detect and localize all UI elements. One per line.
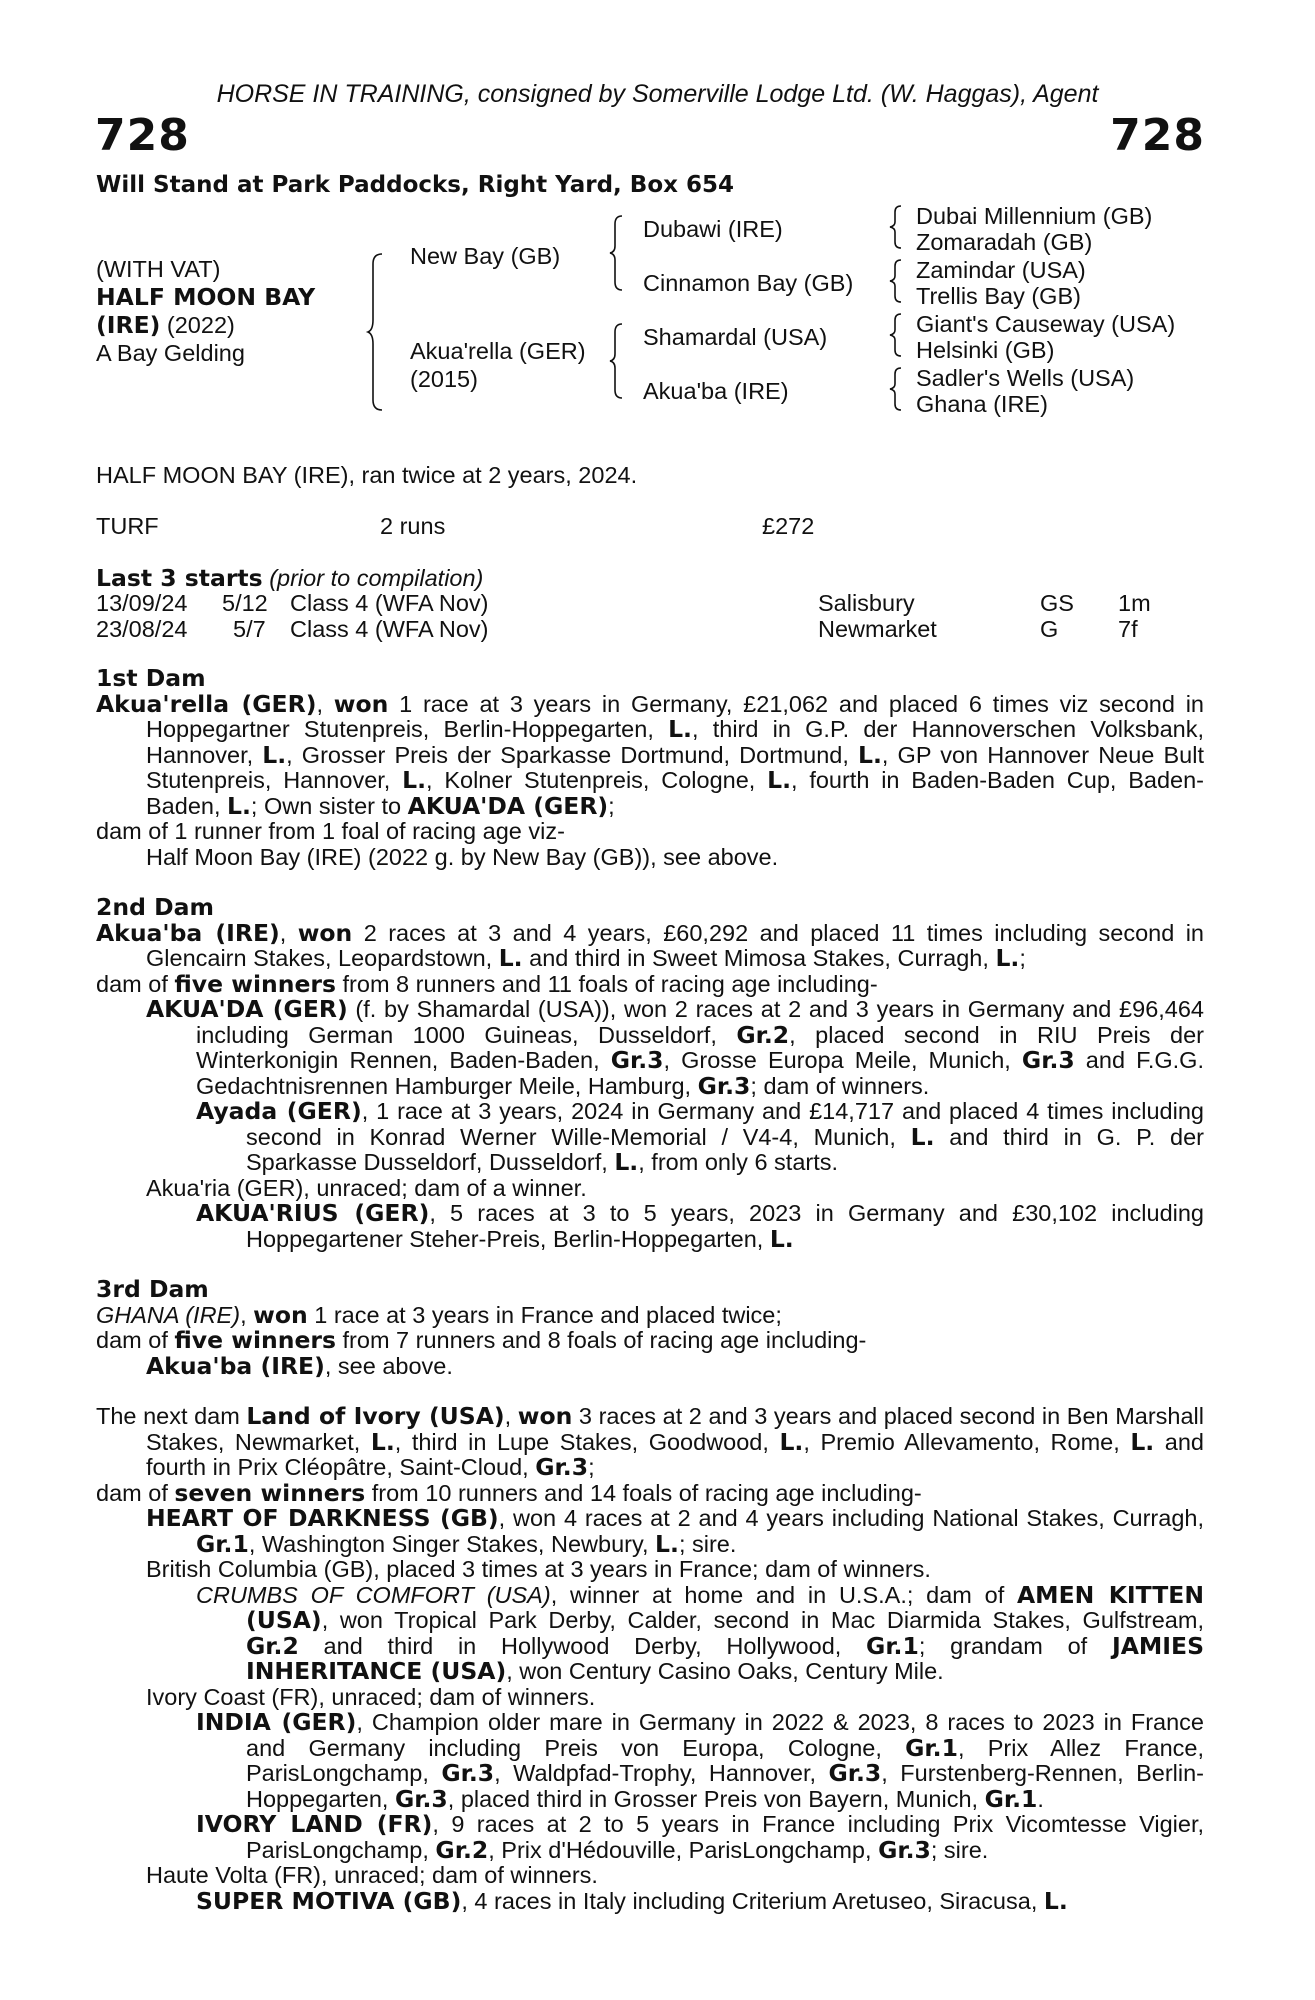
- start-going: G: [1040, 616, 1059, 642]
- listed-mark: L.: [370, 1427, 395, 1456]
- progeny-ivory-coast: Ivory Coast (FR), unraced; dam of winners.: [146, 1683, 596, 1710]
- listed-mark: L.: [1130, 1427, 1155, 1456]
- progeny-name: AKUA'RIUS (GER): [196, 1199, 430, 1227]
- text: , third in G.P. der Hannoverschen Volksbank, Hannover,: [146, 716, 1204, 768]
- pedigree-bracket-sire: [610, 214, 626, 292]
- next-dam-name: Land of Ivory (USA): [246, 1402, 505, 1430]
- won-label: won: [517, 1402, 573, 1430]
- text: ,: [240, 1301, 254, 1328]
- listed-mark: L.: [668, 715, 692, 743]
- first-dam-heading: 1st Dam: [96, 664, 206, 692]
- text: from 8 runners and 11 foals of racing age including-: [335, 970, 878, 997]
- next-dam-section: [96, 1404, 1204, 1914]
- group-mark: Gr.1: [866, 1631, 919, 1660]
- third-dam-heading: 3rd Dam: [96, 1275, 209, 1303]
- pedigree-dam-name: Akua'rella (GER): [410, 338, 586, 364]
- pedigree-sss: Dubai Millennium (GB): [916, 203, 1153, 229]
- text: 1 race at 3 years in Germany, £21,062 and placed 6 times viz second in Hoppegartner Stutenpreis, Berlin-Hoppegarten,: [146, 690, 1205, 742]
- second-dam-name: Akua'ba (IRE): [96, 918, 280, 947]
- progeny-haute-volta: Haute Volta (FR), unraced; dam of winners.: [146, 1862, 598, 1888]
- winners-count: five winners: [174, 969, 336, 998]
- progeny-ayada: [96, 1099, 1204, 1176]
- record-earnings: £272: [762, 513, 815, 539]
- pedigree-bracket-sd: [890, 258, 904, 304]
- third-dam-produce: [96, 1328, 1204, 1354]
- group-mark: Gr.2: [736, 1020, 790, 1049]
- text: and fourth in Prix Cléopâtre, Saint-Cloud,: [146, 1428, 1204, 1480]
- text: , placed third in Grosser Preis von Bayern, Munich,: [447, 1785, 985, 1812]
- won-label: won: [297, 918, 353, 947]
- progeny-name: JAMIES INHERITANCE (USA): [246, 1631, 1204, 1685]
- text: , Prix d'Hédouville, ParisLongchamp,: [488, 1836, 879, 1863]
- start-date: 13/09/24: [96, 590, 188, 616]
- start-course: Newmarket: [818, 616, 937, 642]
- text: ;: [608, 792, 615, 819]
- winners-count: seven winners: [174, 1478, 366, 1507]
- won-label: won: [333, 689, 389, 718]
- pedigree-sdd: Trellis Bay (GB): [916, 283, 1081, 309]
- pedigree-bracket-ds: [890, 312, 904, 358]
- first-dam-foal: Half Moon Bay (IRE) (2022 g. by New Bay (GB)), see above.: [146, 843, 779, 870]
- listed-mark: L.: [262, 740, 287, 769]
- listed-mark: L.: [858, 740, 882, 769]
- text: , Prix Allez France, ParisLongchamp,: [246, 1734, 1204, 1786]
- start-position: 5/7: [233, 616, 266, 642]
- text: dam of: [96, 1327, 175, 1353]
- text: , won Tropical Park Derby, Calder, second in Mac Diarmida Stakes, Gulfstream,: [321, 1607, 1204, 1633]
- start-class: Class 4 (WFA Nov): [290, 590, 489, 616]
- text: The next dam: [96, 1403, 247, 1429]
- listed-mark: L.: [910, 1122, 935, 1151]
- progeny-akuada: [96, 997, 1204, 1099]
- text: ;: [1019, 945, 1026, 971]
- listed-mark: L.: [769, 1224, 794, 1253]
- pedigree-sire-sire: Dubawi (IRE): [643, 216, 783, 242]
- text: 1 race at 3 years in France and placed twice;: [307, 1301, 782, 1328]
- next-dam-paragraph: [96, 1404, 1204, 1481]
- horse-description: A Bay Gelding: [96, 340, 245, 366]
- group-mark: Gr.3: [828, 1759, 882, 1787]
- pedigree-dsd: Helsinki (GB): [916, 337, 1055, 363]
- text: , from only 6 starts.: [638, 1149, 839, 1175]
- pedigree-dam-sire: Shamardal (USA): [643, 324, 828, 350]
- group-mark: Gr.1: [196, 1529, 249, 1558]
- progeny-super-motiva: [96, 1886, 1204, 1915]
- second-dam-paragraph: Akua'ba (IRE), won 2 races at 3 and 4 years, £60,292 and placed 11 times including second in Glencairn Stakes, Leopardstown, L. and third in Sweet Mimosa Stakes, Curragh, L.;: [96, 918, 1204, 972]
- group-mark: Gr.1: [984, 1784, 1038, 1813]
- pedigree-bracket-dd: [890, 366, 904, 412]
- text: , won 4 races at 2 and 4 years including National Stakes, Curragh,: [498, 1505, 1204, 1531]
- second-dam-produce: [96, 969, 1204, 998]
- start-date: 23/08/24: [96, 616, 188, 642]
- progeny-name: HEART OF DARKNESS (GB): [146, 1504, 499, 1532]
- text: dam of: [96, 1479, 175, 1506]
- progeny-ivory-land: [96, 1812, 1204, 1863]
- horse-country: (IRE): [96, 311, 161, 339]
- pedigree-sire-dam: Cinnamon Bay (GB): [643, 270, 854, 296]
- group-mark: Gr.3: [1021, 1046, 1075, 1074]
- pedigree-ssd: Zomaradah (GB): [916, 229, 1093, 255]
- start-distance: 1m: [1118, 590, 1151, 616]
- progeny-crumbs-of-comfort: [96, 1580, 1204, 1685]
- pedigree-dds: Sadler's Wells (USA): [916, 365, 1135, 391]
- text: , Waldpfad-Trophy, Hannover,: [494, 1760, 829, 1786]
- text: 3 races at 2 and 3 years and placed second in Ben Marshall Stakes, Newmarket,: [146, 1403, 1205, 1455]
- text: , fourth in Baden-Baden Cup, Baden-Baden,: [146, 767, 1204, 819]
- text: (f. by Shamardal (USA)), won 2 races at 2 and 3 years in Germany and £96,464 including German 1000 Guineas, Dusseldorf,: [196, 996, 1204, 1048]
- won-label: won: [253, 1300, 308, 1329]
- listed-mark: L.: [779, 1427, 804, 1456]
- text: , Premio Allevamento, Rome,: [803, 1428, 1131, 1455]
- last-starts-title: Last 3 starts: [96, 564, 263, 592]
- pedigree-dam-year: (2015): [410, 366, 478, 392]
- consignment-header: HORSE IN TRAINING, consigned by Somerville Lodge Ltd. (W. Haggas), Agent: [216, 80, 1099, 108]
- third-dam-paragraph: [96, 1300, 1204, 1329]
- third-dam-name: GHANA (IRE): [96, 1301, 241, 1328]
- text: ; sire.: [678, 1530, 737, 1557]
- listed-mark: L.: [227, 791, 251, 820]
- text: dam of: [96, 970, 175, 997]
- text: , 5 races at 3 to 5 years, 2023 in Germany and £30,102 including Hoppegartener Steher-Preis, Berlin-Hoppegarten,: [246, 1200, 1204, 1252]
- progeny-british-columbia: British Columbia (GB), placed 3 times at 3 years in France; dam of winners.: [146, 1556, 931, 1582]
- text: , Washington Singer Stakes, Newbury,: [248, 1530, 656, 1557]
- start-distance: 7f: [1118, 616, 1138, 642]
- group-mark: Gr.1: [905, 1733, 958, 1762]
- listed-mark: L.: [767, 766, 791, 794]
- pedigree-dam-dam: Akua'ba (IRE): [643, 378, 789, 404]
- group-mark: Gr.3: [697, 1071, 751, 1100]
- pedigree-sire: New Bay (GB): [410, 243, 561, 269]
- progeny-name: Akua'ba (IRE): [146, 1351, 325, 1380]
- text: ,: [504, 1403, 518, 1429]
- group-mark: Gr.3: [535, 1453, 589, 1481]
- winners-count: five winners: [174, 1326, 336, 1354]
- text: ;: [588, 1454, 595, 1480]
- text: and third in Hollywood Derby, Hollywood,: [298, 1632, 867, 1659]
- listed-mark: L.: [1043, 1886, 1068, 1915]
- listed-mark: L.: [614, 1148, 639, 1176]
- third-dam-section: [96, 1277, 1204, 1379]
- progeny-name: Ayada (GER): [196, 1097, 362, 1125]
- group-mark: Gr.2: [435, 1835, 489, 1864]
- pedigree-dam: [410, 337, 586, 393]
- pedigree-ddd: Ghana (IRE): [916, 391, 1048, 417]
- first-dam-paragraph: Akua'rella (GER), won 1 race at 3 years in Germany, £21,062 and placed 6 times viz second in Hoppegartner Stutenpreis, Berlin-Hoppegarten, L., third in G.P. der Hannoverschen Volksbank, Hannover, L., Grosser Preis der Sparkasse Dortmund, Dortmund, L., GP von Hannover Neue Bult Stutenpreis, Hannover, L., Kolner Stutenpreis, Cologne, L., fourth in Baden-Baden Cup, Baden-Baden, L.; Own sister to AKUA'DA (GER);: [96, 689, 1205, 820]
- group-mark: Gr.3: [441, 1759, 495, 1787]
- text: ; sire.: [930, 1836, 989, 1863]
- horse-name: HALF MOON BAY: [96, 283, 316, 311]
- progeny-name: AKUA'DA (GER): [146, 995, 348, 1023]
- lot-number-left: 728: [95, 110, 190, 161]
- stand-location: Will Stand at Park Paddocks, Right Yard, Box 654: [96, 172, 734, 198]
- text: and third in G. P. der Sparkasse Dusseldorf, Dusseldorf,: [246, 1123, 1204, 1175]
- text: , winner at home and in U.S.A.; dam of: [550, 1581, 1017, 1608]
- progeny-name: INDIA (GER): [196, 1708, 357, 1736]
- pedigree-bracket-dam: [610, 322, 626, 400]
- last-starts-heading: [96, 564, 483, 592]
- text: , third in Lupe Stakes, Goodwood,: [394, 1428, 780, 1455]
- progeny-name: CRUMBS OF COMFORT (USA): [196, 1581, 551, 1608]
- pedigree-bracket-main: [368, 252, 388, 412]
- group-mark: Gr.3: [610, 1046, 664, 1074]
- record-surface: TURF: [96, 513, 159, 539]
- text: , Grosse Europa Meile, Munich,: [663, 1047, 1022, 1073]
- text: , see above.: [324, 1352, 453, 1379]
- text: , 1 race at 3 years, 2024 in Germany and £14,717 and placed 4 times including second in Konrad Werner Wille-Memorial / V4-4, Munich,: [246, 1098, 1204, 1150]
- pedigree-dss: Giant's Causeway (USA): [916, 311, 1176, 337]
- text: , 4 races in Italy including Criterium Aretuseo, Siracusa,: [461, 1887, 1044, 1914]
- progeny-heart-of-darkness: [96, 1506, 1204, 1557]
- progeny-name: SUPER MOTIVA (GB): [196, 1886, 462, 1915]
- text: , Grosser Preis der Sparkasse Dortmund, Dortmund,: [286, 741, 858, 768]
- progeny-akuarius: [96, 1201, 1204, 1252]
- progeny-name: IVORY LAND (FR): [196, 1810, 433, 1838]
- start-course: Salisbury: [818, 590, 915, 616]
- text: 2 races at 3 and 4 years, £60,292 and placed 11 times including second in Glencairn Stakes, Leopardstown,: [146, 919, 1204, 971]
- progeny-akuaria: Akua'ria (GER), unraced; dam of a winner.: [146, 1174, 587, 1201]
- listed-mark: L.: [655, 1529, 679, 1558]
- listed-mark: L.: [995, 944, 1020, 972]
- text: , placed second in RIU Preis der Winterkonigin Rennen, Baden-Baden,: [196, 1021, 1204, 1073]
- record-runs: 2 runs: [380, 513, 446, 539]
- text: .: [1037, 1785, 1044, 1812]
- group-mark: Gr.3: [394, 1784, 448, 1813]
- text: from 10 runners and 14 foals of racing age including-: [365, 1479, 922, 1506]
- horse-identity: [96, 255, 315, 367]
- vat-note: (WITH VAT): [96, 256, 221, 282]
- sister-name: AKUA'DA (GER): [407, 791, 609, 820]
- group-mark: Gr.2: [246, 1631, 299, 1660]
- pedigree-bracket-ss: [890, 204, 904, 250]
- progeny-india: [96, 1710, 1204, 1812]
- text: and F.G.G. Gedachtnisrennen Hamburger Meile, Hamburg,: [196, 1047, 1204, 1099]
- listed-mark: L.: [402, 766, 427, 794]
- pedigree-sds: Zamindar (USA): [916, 257, 1086, 283]
- text: and third in Sweet Mimosa Stakes, Curragh,: [522, 945, 996, 971]
- first-dam-produce: dam of 1 runner from 1 foal of racing age viz-: [96, 818, 565, 844]
- last-starts-note: (prior to compilation): [262, 565, 484, 591]
- lot-number-right: 728: [1110, 110, 1205, 161]
- text: , 9 races at 2 to 5 years in France including Prix Vicomtesse Vigier, ParisLongchamp,: [246, 1811, 1204, 1863]
- race-summary: HALF MOON BAY (IRE), ran twice at 2 years, 2024.: [96, 462, 638, 488]
- listed-mark: L.: [498, 944, 523, 972]
- progeny-akuaba: [96, 1351, 1204, 1380]
- second-dam-section: [96, 895, 1204, 1252]
- text: ; Own sister to: [250, 792, 408, 819]
- text: , Kolner Stutenpreis, Cologne,: [426, 767, 768, 793]
- first-dam-section: [96, 666, 1204, 870]
- second-dam-heading: 2nd Dam: [96, 893, 214, 921]
- progeny-name: AMEN KITTEN (USA): [246, 1580, 1204, 1634]
- text: , won Century Casino Oaks, Century Mile.: [506, 1658, 944, 1684]
- start-class: Class 4 (WFA Nov): [290, 616, 489, 642]
- text: ; grandam of: [918, 1632, 1112, 1659]
- group-mark: Gr.3: [878, 1835, 931, 1864]
- horse-year: (2022): [160, 312, 235, 338]
- start-going: GS: [1040, 590, 1074, 616]
- text: , Furstenberg-Rennen, Berlin-Hoppegarten,: [246, 1760, 1205, 1812]
- first-dam-name: Akua'rella (GER): [96, 689, 317, 718]
- next-dam-produce: [96, 1478, 1204, 1507]
- text: , Champion older mare in Germany in 2022 & 2023, 8 races to 2023 in France and Germany including Preis von Europa, Cologne,: [246, 1709, 1205, 1761]
- text: ; dam of winners.: [750, 1072, 930, 1099]
- text: from 7 runners and 8 foals of racing age including-: [335, 1327, 867, 1353]
- start-position: 5/12: [222, 590, 268, 616]
- text: , GP von Hannover Neue Bult Stutenpreis, Hannover,: [146, 741, 1204, 793]
